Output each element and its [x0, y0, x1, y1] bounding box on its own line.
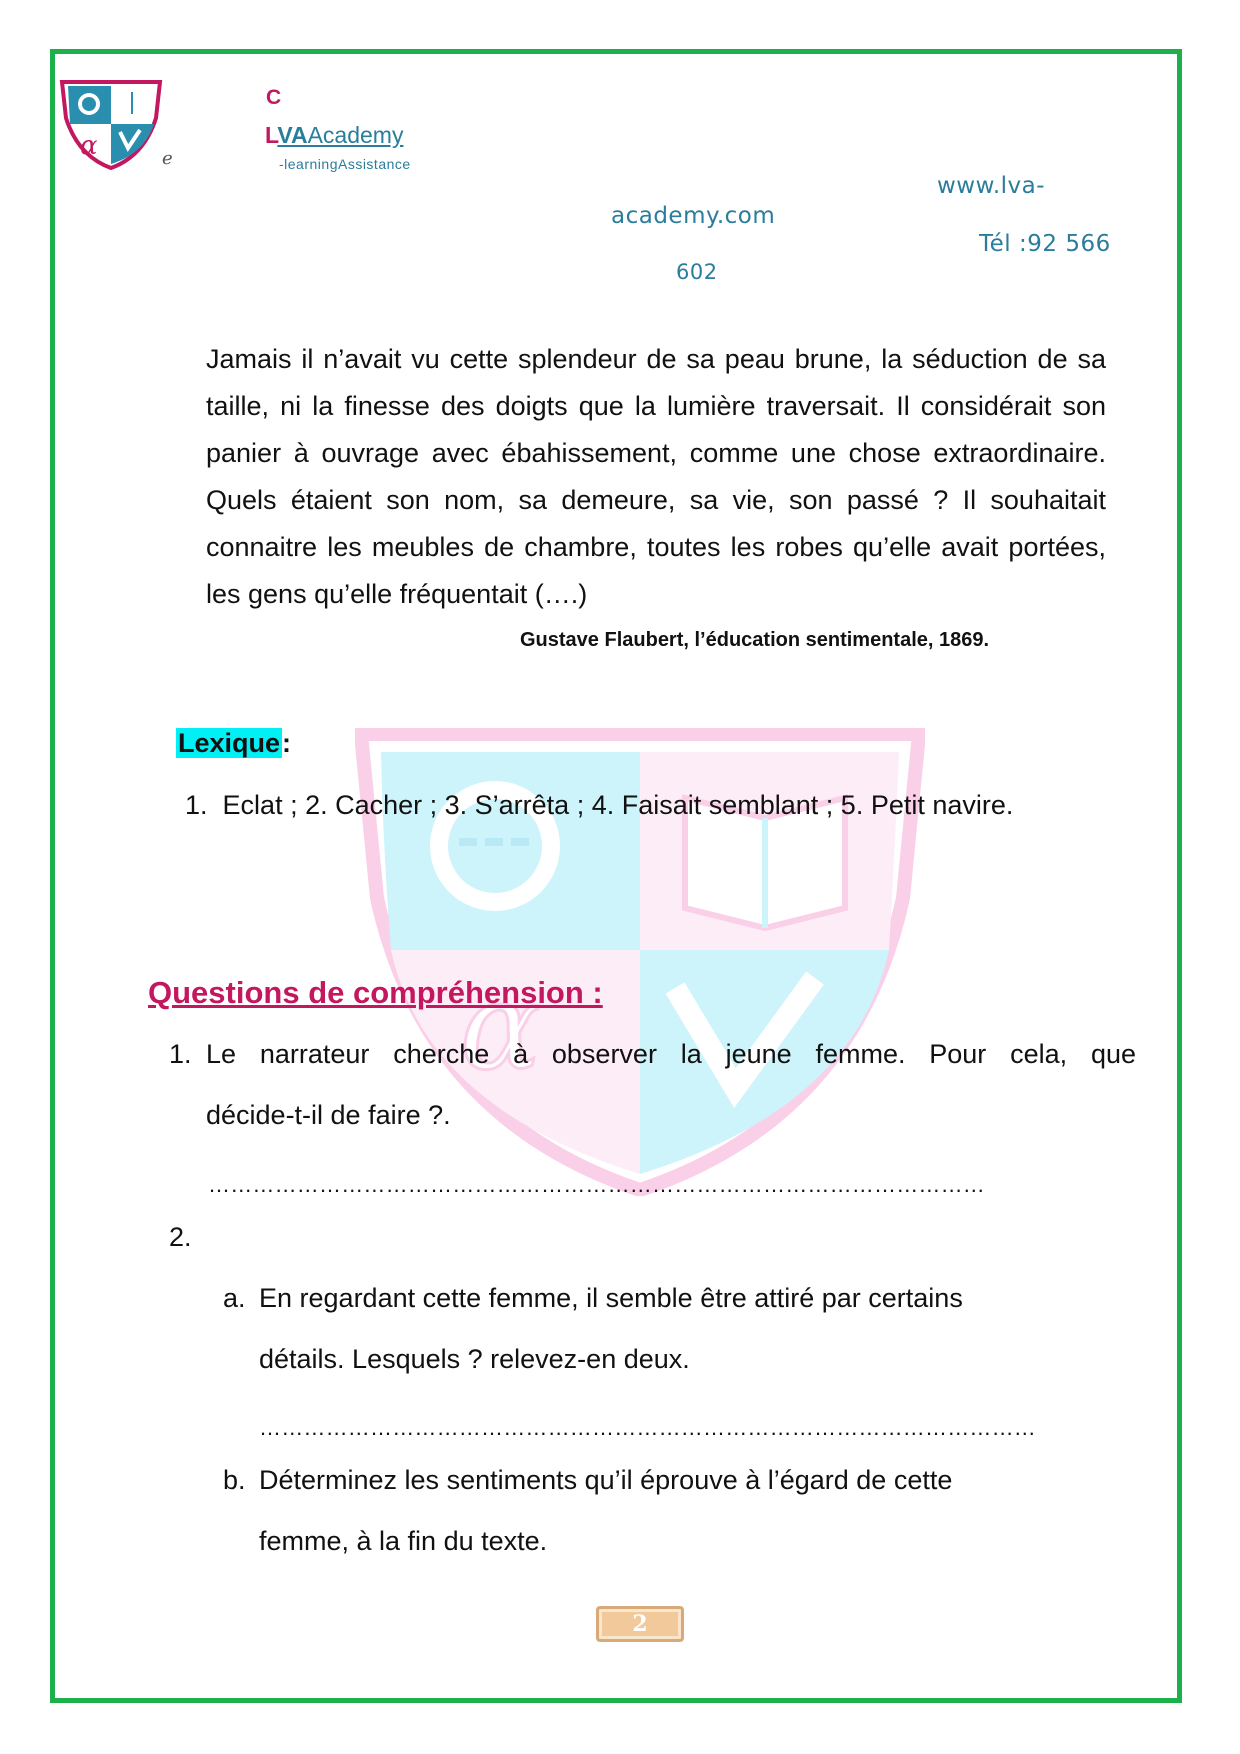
lexique-list: [185, 790, 1013, 821]
lexique-number: 1.: [185, 790, 208, 820]
question-1-line-2: décide-t-il de faire ?.: [206, 1100, 451, 1130]
logo-letter: e: [162, 148, 173, 169]
question-2b-line-1: Déterminez les sentiments qu’il éprouve à l’égard de cette: [259, 1465, 953, 1495]
question-2b-line-2: femme, à la fin du texte.: [259, 1526, 548, 1556]
brand-name: [265, 122, 403, 149]
website-part2[interactable]: academy.com: [611, 203, 776, 229]
svg-text:α: α: [460, 958, 542, 1097]
question-1-number: 1.: [169, 1039, 192, 1069]
page-number-badge: [596, 1606, 684, 1642]
brand-name-academy: Academy: [307, 122, 404, 148]
brand-letter: C: [266, 86, 282, 109]
question-2a-letter: a.: [223, 1283, 246, 1313]
answer-line-2a[interactable]: ……………………………………………………………………………………………: [259, 1415, 1036, 1440]
passage-text: Jamais il n’avait vu cette splendeur de sa peau brune, la séduction de sa taille, ni la finesse des doigts que la lumière traversait. Il considérait son panier à ouvrage avec ébahissement, comme une chose extraordinaire. Quels étaient son nom, sa demeure, sa vie, son passé ? Il souhaitait connaitre les meubles de chambre, toutes les robes qu’elle avait portées, les gens qu’elle fréquentait (….): [206, 344, 1106, 609]
phone-number-suffix: 602: [676, 260, 718, 284]
question-2b-letter: b.: [223, 1465, 246, 1495]
questions-heading: Questions de compréhension :: [148, 975, 603, 1010]
answer-line-1[interactable]: ……………………………………………………………………………………………: [208, 1172, 985, 1197]
lva-academy-shield-logo-icon: [58, 78, 164, 170]
brand-name-l: L: [265, 122, 278, 148]
question-2a-line-2: détails. Lesquels ? relevez-en deux.: [259, 1344, 690, 1374]
brand-subtitle: -learningAssistance: [279, 156, 411, 172]
website-part1[interactable]: www.lva-: [937, 173, 1046, 199]
svg-text:α: α: [80, 131, 98, 161]
lexique-colon: :: [282, 728, 292, 758]
question-1-line-1: Le narrateur cherche à observer la jeune femme. Pour cela, que: [206, 1039, 1136, 1069]
passage-source: Gustave Flaubert, l’éducation sentimentale, 1869.: [520, 629, 990, 651]
lexique-heading: [176, 728, 291, 759]
lexique-label: Lexique: [178, 728, 281, 758]
question-2-number: 2.: [169, 1222, 192, 1252]
lexique-items: Eclat ; 2. Cacher ; 3. S’arrêta ; 4. Faisait semblant ; 5. Petit navire.: [222, 790, 1014, 820]
phone-number: Tél :92 566: [979, 231, 1111, 257]
brand-name-va: VA: [277, 122, 308, 148]
page-number: 2: [632, 1611, 648, 1637]
question-2a-line-1: En regardant cette femme, il semble être attiré par certains: [259, 1283, 963, 1313]
